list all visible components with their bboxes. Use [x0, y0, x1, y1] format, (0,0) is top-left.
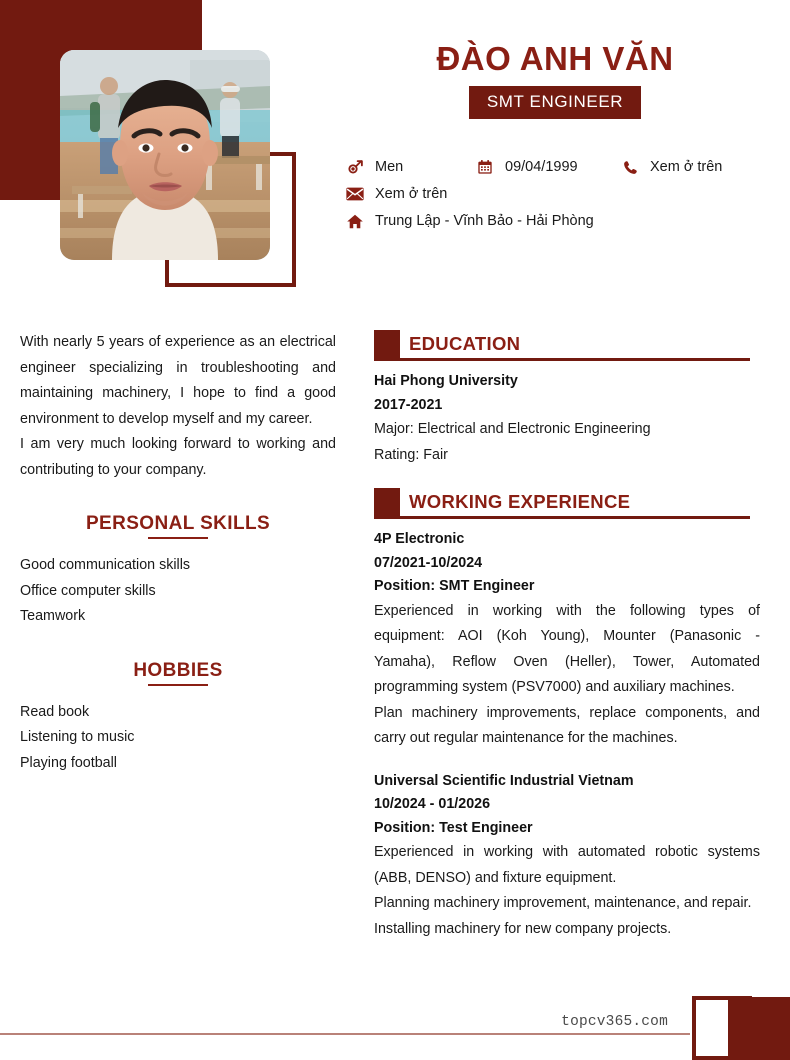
- personal-skills-list: [20, 553, 336, 630]
- hobbies-heading: [20, 660, 336, 686]
- profile-photo: [60, 50, 270, 260]
- job-description: Plan machinery improvements, replace components, and carry out regular maintenance for the machines.: [374, 704, 760, 746]
- contact-gender-value: Men: [375, 159, 404, 175]
- contact-dob: [475, 158, 620, 176]
- job-description: Experienced in working with the following types of equipment: AOI (Koh Young), Mounter (Panasonic - Yamaha), Reflow Oven (Heller), Tower, Automated programming system (PSV7000) and auxiliary machines.: [374, 602, 760, 695]
- job-position: Position: SMT Engineer: [374, 578, 535, 594]
- left-column: [20, 330, 336, 776]
- hobbies-heading-text: HOBBIES: [133, 659, 223, 681]
- contact-email: [345, 185, 447, 203]
- footer-watermark: topcv365.com: [561, 1014, 668, 1030]
- education-heading-rule: [374, 358, 750, 361]
- profile-photo-image: [60, 50, 270, 260]
- job-entry: [374, 528, 760, 752]
- education-section: [374, 328, 760, 468]
- education-header: [374, 328, 760, 366]
- calendar-icon: [475, 158, 495, 176]
- education-years: 2017-2021: [374, 396, 443, 413]
- personal-skills-heading: [20, 513, 336, 539]
- contact-gender: [345, 158, 475, 176]
- contact-phone-value: Xem ở trên: [650, 159, 723, 175]
- job-title-badge: SMT ENGINEER: [469, 86, 641, 119]
- education-heading-text: EDUCATION: [409, 333, 521, 354]
- contact-address: [345, 212, 594, 230]
- job-company: Universal Scientific Industrial Vietnam: [374, 772, 634, 789]
- section-marker-block: [374, 488, 400, 516]
- job-title-row: [340, 86, 770, 119]
- job-entry: [374, 770, 760, 943]
- objective-paragraph-2: I am very much looking forward to working and contributing to your company.: [20, 436, 336, 478]
- objective-paragraph-1: With nearly 5 years of experience as an electrical engineer specializing in troubleshooting and maintaining machinery, I hope to find a good environment to develop myself and my career.: [20, 334, 336, 427]
- personal-skills-heading-text: PERSONAL SKILLS: [85, 513, 271, 534]
- job-company: 4P Electronic: [374, 531, 465, 547]
- personal-skills-heading-rule: [148, 537, 208, 539]
- contact-phone: [620, 158, 722, 176]
- gender-icon: [345, 158, 365, 176]
- contact-email-value: Xem ở trên: [375, 186, 448, 202]
- contact-row-3: [345, 212, 785, 230]
- contact-block: [345, 158, 785, 239]
- education-entry: [374, 370, 760, 468]
- education-major: Major: Electrical and Electronic Engineering: [374, 421, 651, 437]
- phone-icon: [620, 158, 640, 176]
- list-item: Teamwork: [20, 608, 86, 624]
- contact-row-1: [345, 158, 785, 176]
- job-period: 10/2024 - 01/2026: [374, 796, 491, 812]
- cv-header: [340, 40, 770, 119]
- working-experience-header: [374, 486, 760, 524]
- list-item: Good communication skills: [20, 557, 191, 573]
- footer: [0, 1014, 790, 1038]
- job-description: Planning machinery improvement, maintenance, and repair.: [374, 895, 752, 911]
- contact-row-2: [345, 185, 785, 203]
- right-column: [374, 328, 760, 960]
- objective-section: [20, 330, 336, 483]
- home-icon: [345, 212, 365, 230]
- job-description: Experienced in working with automated robotic systems (ABB, DENSO) and fixture equipment.: [374, 844, 760, 886]
- job-position: Position: Test Engineer: [374, 819, 533, 836]
- list-item: Office computer skills: [20, 582, 156, 599]
- contact-dob-value: 09/04/1999: [505, 159, 578, 175]
- job-period: 07/2021-10/2024: [374, 554, 483, 571]
- list-item: Read book: [20, 703, 90, 720]
- hobbies-list: [20, 700, 336, 777]
- email-icon: [345, 185, 365, 203]
- list-item: Playing football: [20, 754, 117, 771]
- hobbies-heading-rule: [148, 684, 208, 686]
- decor-block-bottom-right: [728, 997, 790, 1060]
- contact-address-value: Trung Lập - Vĩnh Bảo - Hải Phòng: [375, 213, 594, 229]
- education-school: Hai Phong University: [374, 373, 518, 389]
- job-description: Installing machinery for new company projects.: [374, 920, 672, 937]
- footer-rule: [0, 1033, 690, 1035]
- working-experience-heading-rule: [374, 516, 750, 519]
- section-marker-block: [374, 330, 400, 358]
- working-experience-heading-text: WORKING EXPERIENCE: [409, 491, 631, 512]
- working-experience-section: [374, 486, 760, 942]
- candidate-name: ĐÀO ANH VĂN: [436, 40, 674, 77]
- education-rating: Rating: Fair: [374, 446, 448, 463]
- list-item: Listening to music: [20, 729, 135, 745]
